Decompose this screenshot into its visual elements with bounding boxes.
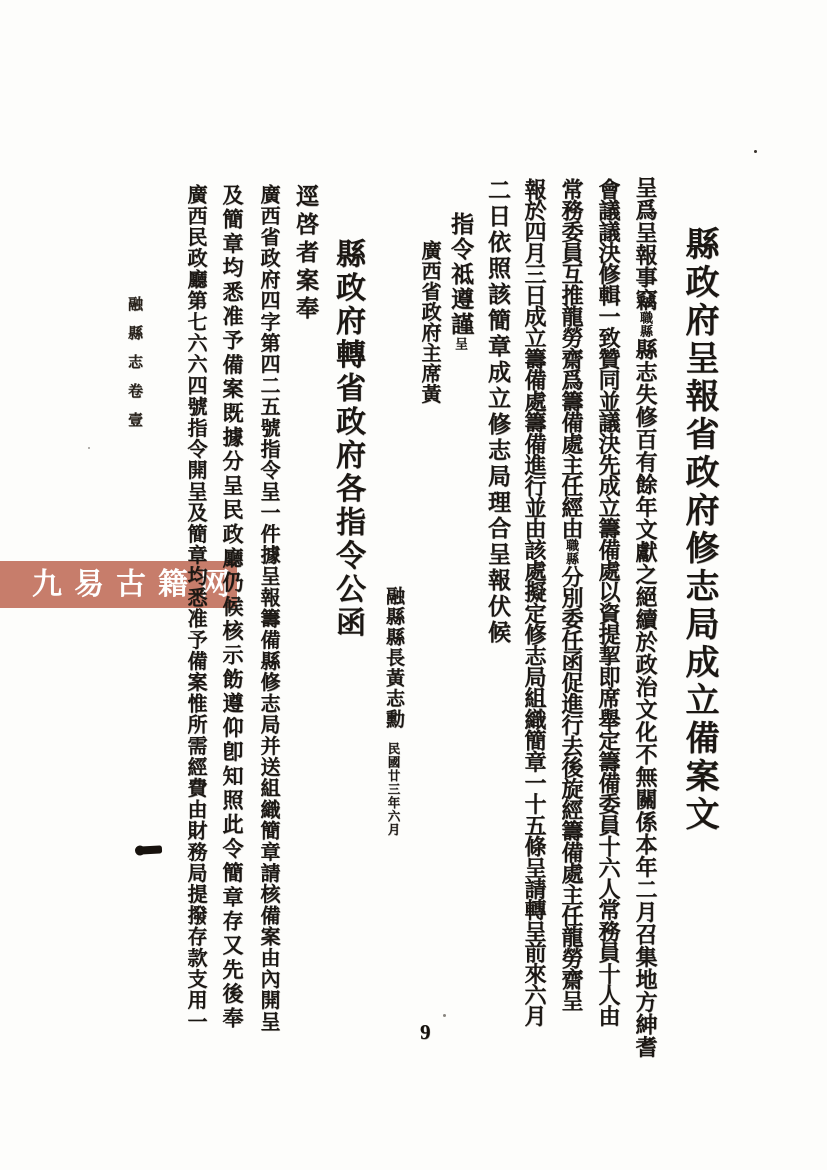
ink-dash-mark xyxy=(137,845,162,854)
scan-speck xyxy=(88,447,90,449)
column-text: 縣志失修百有餘年文獻之絕續於政治文化不無關係本年二月召集地方紳耆 xyxy=(633,338,658,1058)
document1-body-column-2: 會議議決修輯一致贊同並議決先成立籌備處以資提挈即席舉定籌備委員十六人常務員十人由 xyxy=(596,178,621,1027)
column-text: 指令祗遵謹 xyxy=(448,212,473,337)
document1-addressee-line: 廣西省政府主席黃 xyxy=(418,240,440,404)
document2-body-column-1: 廣西省政府四字第四二五號指令呈一件據呈報籌備縣修志局并送組織簡章請核備案由內開呈 xyxy=(257,184,279,1032)
signature-name: 融縣縣長黃志勳 xyxy=(383,586,404,730)
scan-speck xyxy=(754,150,757,153)
document1-body-column-5: 二日依照該簡章成立修志局理合呈報伏候 xyxy=(485,178,510,646)
document2-body-column-2: 及簡章均悉准予備案既據分呈民政廳仍候核示飭遵仰卽知照此令簡章存又先後奉 xyxy=(220,184,244,1031)
column-text: 常務委員互推龍勞齋爲籌備處主任經由 xyxy=(559,178,584,539)
document1-title: 縣政府呈報省政府修志局成立備案文 xyxy=(680,226,717,834)
signature-date: 民國廿三年六月 xyxy=(386,741,400,836)
document1-signature-column xyxy=(384,586,403,836)
document2-opening-line: 逕啓者案奉 xyxy=(293,184,318,324)
column-text: 分別委任函促進行去後旋經籌備處主任龍勞齋呈 xyxy=(559,565,584,1011)
margin-volume-label: 融縣志卷壹 xyxy=(126,296,142,441)
scan-speck xyxy=(443,1014,446,1017)
small-annotation: 職縣 xyxy=(564,538,579,566)
watermark-text: 九易古籍网 xyxy=(32,568,242,601)
document1-body-column-4: 報於四月三日成立籌備處籌備進行並由該處擬定修志局組織簡章一十五條呈請轉呈前來六月 xyxy=(522,178,547,1027)
document2-title: 縣政府轉省政府各指令公函 xyxy=(331,238,364,640)
small-annotation: 職縣 xyxy=(638,311,653,338)
page-number: 9 xyxy=(420,1020,431,1044)
column-text: 呈爲呈報事竊 xyxy=(633,176,658,311)
document1-body-column-1 xyxy=(634,176,656,1058)
document1-body-column-3 xyxy=(560,178,582,1011)
document1-closing-line xyxy=(449,212,472,351)
small-annotation: 呈 xyxy=(453,337,468,351)
document2-body-column-3: 廣西民政廳第七六六四號指令開呈及簡章均悉准予備案惟所需經費由財務局提撥存款支用一 xyxy=(184,184,206,1032)
